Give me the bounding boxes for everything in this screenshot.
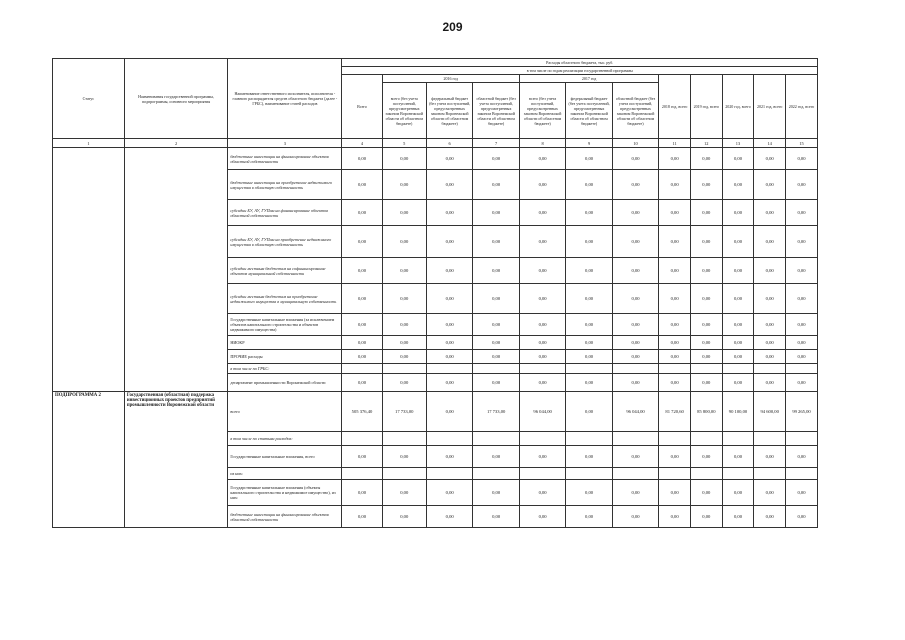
value-cell bbox=[754, 432, 786, 446]
budget-table bbox=[52, 58, 818, 528]
value-cell: 0,00 bbox=[342, 258, 382, 284]
value-cell: 0,00 bbox=[754, 374, 786, 392]
row-label: всего bbox=[228, 392, 342, 432]
column-index-cell: 10 bbox=[612, 139, 658, 148]
value-cell bbox=[690, 468, 722, 480]
value-cell bbox=[473, 468, 519, 480]
value-cell: 0,00 bbox=[382, 170, 426, 200]
value-cell: 0,00 bbox=[612, 336, 658, 350]
row-label: департамент промышленности Воронежской области bbox=[228, 374, 342, 392]
value-cell: 0,00 bbox=[612, 148, 658, 170]
value-cell: 0,00 bbox=[659, 350, 691, 364]
value-cell: 0,00 bbox=[612, 350, 658, 364]
value-cell: 0,00 bbox=[426, 148, 472, 170]
column-index-cell: 5 bbox=[382, 139, 426, 148]
value-cell: 0,00 bbox=[754, 200, 786, 226]
value-cell: 0,00 bbox=[426, 258, 472, 284]
value-cell bbox=[786, 364, 818, 374]
value-cell: 0,00 bbox=[722, 336, 754, 350]
header-2016-all: всего (без учета поступлений, предусмотренных законом Воронежской области об областном бюджете) bbox=[382, 83, 426, 139]
value-cell: 0,00 bbox=[690, 314, 722, 336]
header-2017-all: всего (без учета поступлений, предусмотренных законом Воронежской области об областном бюджете) bbox=[519, 83, 565, 139]
row-label: субсидии БУ, АУ, ГУПам на приобретение недвижимого имущества в областную собственность bbox=[228, 226, 342, 258]
value-cell: 0,00 bbox=[426, 170, 472, 200]
value-cell: 0,00 bbox=[612, 200, 658, 226]
value-cell: 0,00 bbox=[426, 506, 472, 528]
status-cell-empty bbox=[53, 148, 125, 392]
value-cell bbox=[722, 432, 754, 446]
value-cell bbox=[659, 364, 691, 374]
value-cell: 0,00 bbox=[566, 226, 612, 258]
value-cell: 0,00 bbox=[754, 506, 786, 528]
value-cell: 0,00 bbox=[519, 200, 565, 226]
value-cell: 0,00 bbox=[690, 480, 722, 506]
row-label: бюджетные инвестиции на приобретение недвижимого имущества в областную собственность bbox=[228, 170, 342, 200]
value-cell: 0,00 bbox=[519, 284, 565, 314]
value-cell bbox=[342, 364, 382, 374]
row-label: субсидии местным бюджетам на приобретение недвижимого имущества в муниципальную собственность bbox=[228, 284, 342, 314]
row-label: НИОКР bbox=[228, 336, 342, 350]
value-cell: 0,00 bbox=[382, 336, 426, 350]
value-cell: 0,00 bbox=[754, 446, 786, 468]
value-cell: 0,00 bbox=[786, 226, 818, 258]
value-cell: 96 044,00 bbox=[612, 392, 658, 432]
value-cell: 0,00 bbox=[382, 506, 426, 528]
value-cell bbox=[426, 468, 472, 480]
budget-table-container bbox=[52, 58, 818, 528]
row-label: бюджетные инвестиции на финансирование объектов областной собственности bbox=[228, 148, 342, 170]
value-cell: 0,00 bbox=[519, 480, 565, 506]
value-cell: 0,00 bbox=[612, 226, 658, 258]
value-cell: 0,00 bbox=[786, 480, 818, 506]
value-cell bbox=[426, 364, 472, 374]
header-executor: Наименование ответственного исполнителя, исполнителя - главного распорядителя средств областного бюджета (далее - ГРБС), наименование статей расходов bbox=[228, 59, 342, 139]
value-cell: 0,00 bbox=[473, 480, 519, 506]
row-label: Государственные капитальные вложения (за исключением объектов капитального строительства и объектов недвижимого имущества) bbox=[228, 314, 342, 336]
header-2019: 2019 год, всего bbox=[690, 75, 722, 139]
value-cell: 0,00 bbox=[473, 350, 519, 364]
value-cell: 0,00 bbox=[786, 258, 818, 284]
value-cell: 0,00 bbox=[722, 258, 754, 284]
value-cell: 0,00 bbox=[722, 506, 754, 528]
value-cell: 0,00 bbox=[612, 446, 658, 468]
header-2016-federal: федеральный бюджет (без учета поступлений, предусмотренных законом Воронежской области об областном бюджете) bbox=[426, 83, 472, 139]
value-cell: 0,00 bbox=[722, 226, 754, 258]
header-year-2016: 2016 год bbox=[382, 75, 519, 83]
value-cell: 0,00 bbox=[754, 314, 786, 336]
value-cell: 0,00 bbox=[659, 446, 691, 468]
value-cell: 0,00 bbox=[722, 446, 754, 468]
value-cell bbox=[754, 364, 786, 374]
value-cell: 0,00 bbox=[473, 506, 519, 528]
value-cell: 0,00 bbox=[566, 506, 612, 528]
value-cell: 0,00 bbox=[754, 258, 786, 284]
value-cell: 0,00 bbox=[426, 350, 472, 364]
value-cell: 0,00 bbox=[342, 314, 382, 336]
column-index-cell: 1 bbox=[53, 139, 125, 148]
value-cell: 0,00 bbox=[566, 374, 612, 392]
value-cell bbox=[690, 364, 722, 374]
value-cell: 0,00 bbox=[342, 170, 382, 200]
value-cell: 0,00 bbox=[473, 446, 519, 468]
value-cell: 0,00 bbox=[566, 314, 612, 336]
value-cell: 0,00 bbox=[519, 258, 565, 284]
value-cell: 0,00 bbox=[342, 374, 382, 392]
column-index-cell: 14 bbox=[754, 139, 786, 148]
row-label: бюджетные инвестиции на финансирование объектов областной собственности bbox=[228, 506, 342, 528]
value-cell: 0,00 bbox=[382, 284, 426, 314]
value-cell: 0,00 bbox=[473, 170, 519, 200]
value-cell: 0,00 bbox=[786, 314, 818, 336]
column-index-cell: 3 bbox=[228, 139, 342, 148]
value-cell bbox=[786, 432, 818, 446]
column-index-cell: 7 bbox=[473, 139, 519, 148]
value-cell: 0,00 bbox=[754, 284, 786, 314]
row-label: в том числе по статьям расходов: bbox=[228, 432, 342, 446]
value-cell: 0,00 bbox=[722, 314, 754, 336]
value-cell: 0,00 bbox=[659, 200, 691, 226]
value-cell: 0,00 bbox=[612, 284, 658, 314]
header-2017-regional: областной бюджет (без учета поступлений, предусмотренных законом Воронежской области об областном бюджете) bbox=[612, 83, 658, 139]
value-cell: 0,00 bbox=[612, 170, 658, 200]
header-status: Статус bbox=[53, 59, 125, 139]
page-number: 209 bbox=[442, 20, 463, 34]
header-2016-regional: областной бюджет (без учета поступлений, предусмотренных законом Воронежской области об областном бюджете) bbox=[473, 83, 519, 139]
value-cell: 0,00 bbox=[786, 170, 818, 200]
header-2017-federal: федеральный бюджет (без учета поступлений, предусмотренных законом Воронежской области об областном бюджете) bbox=[566, 83, 612, 139]
value-cell bbox=[754, 468, 786, 480]
value-cell: 0,00 bbox=[473, 336, 519, 350]
value-cell bbox=[659, 432, 691, 446]
value-cell: 0,00 bbox=[382, 446, 426, 468]
value-cell: 0,00 bbox=[690, 350, 722, 364]
value-cell: 0,00 bbox=[722, 284, 754, 314]
value-cell: 0,00 bbox=[659, 480, 691, 506]
value-cell: 0,00 bbox=[382, 200, 426, 226]
value-cell: 0,00 bbox=[473, 374, 519, 392]
value-cell: 0,00 bbox=[754, 148, 786, 170]
value-cell: 0,00 bbox=[566, 336, 612, 350]
value-cell bbox=[342, 468, 382, 480]
value-cell: 17 733,00 bbox=[473, 392, 519, 432]
value-cell: 0,00 bbox=[786, 446, 818, 468]
value-cell: 0,00 bbox=[342, 148, 382, 170]
value-cell bbox=[659, 468, 691, 480]
value-cell: 0,00 bbox=[612, 480, 658, 506]
value-cell: 0,00 bbox=[659, 284, 691, 314]
header-2022: 2022 год, всего bbox=[786, 75, 818, 139]
column-index-cell: 12 bbox=[690, 139, 722, 148]
value-cell: 0,00 bbox=[519, 170, 565, 200]
value-cell: 0,00 bbox=[612, 506, 658, 528]
value-cell: 0,00 bbox=[754, 350, 786, 364]
value-cell bbox=[342, 432, 382, 446]
value-cell: 0,00 bbox=[690, 170, 722, 200]
column-index-cell: 11 bbox=[659, 139, 691, 148]
value-cell: 0,00 bbox=[519, 336, 565, 350]
value-cell: 99 265,00 bbox=[786, 392, 818, 432]
value-cell: 0,00 bbox=[382, 374, 426, 392]
value-cell: 96 044,00 bbox=[519, 392, 565, 432]
value-cell: 0,00 bbox=[659, 336, 691, 350]
value-cell: 0,00 bbox=[473, 226, 519, 258]
value-cell: 0,00 bbox=[342, 506, 382, 528]
column-index-cell: 15 bbox=[786, 139, 818, 148]
header-2018: 2018 год, всего bbox=[659, 75, 691, 139]
value-cell: 0,00 bbox=[342, 226, 382, 258]
header-total: Всего bbox=[342, 75, 382, 139]
value-cell: 0,00 bbox=[473, 200, 519, 226]
value-cell: 0,00 bbox=[426, 336, 472, 350]
value-cell bbox=[519, 468, 565, 480]
value-cell: 0,00 bbox=[754, 170, 786, 200]
value-cell: 0,00 bbox=[382, 480, 426, 506]
value-cell: 0,00 bbox=[659, 314, 691, 336]
column-index-cell: 6 bbox=[426, 139, 472, 148]
value-cell: 0,00 bbox=[612, 314, 658, 336]
value-cell: 0,00 bbox=[566, 284, 612, 314]
value-cell: 0,00 bbox=[473, 258, 519, 284]
table-row bbox=[53, 148, 818, 170]
value-cell: 0,00 bbox=[659, 148, 691, 170]
value-cell: 0,00 bbox=[722, 148, 754, 170]
header-2021: 2021 год, всего bbox=[754, 75, 786, 139]
value-cell: 0,00 bbox=[519, 226, 565, 258]
value-cell: 0,00 bbox=[342, 200, 382, 226]
value-cell: 0,00 bbox=[690, 374, 722, 392]
value-cell: 0,00 bbox=[690, 506, 722, 528]
value-cell: 0,00 bbox=[566, 148, 612, 170]
value-cell: 0,00 bbox=[473, 284, 519, 314]
value-cell: 0,00 bbox=[690, 226, 722, 258]
value-cell: 0,00 bbox=[786, 350, 818, 364]
value-cell: 0,00 bbox=[786, 200, 818, 226]
value-cell: 0,00 bbox=[690, 446, 722, 468]
value-cell: 0,00 bbox=[382, 258, 426, 284]
value-cell: 0,00 bbox=[722, 170, 754, 200]
value-cell bbox=[786, 468, 818, 480]
row-label: из них: bbox=[228, 468, 342, 480]
value-cell: 0,00 bbox=[426, 226, 472, 258]
value-cell: 0,00 bbox=[473, 314, 519, 336]
subprogram-status: ПОДПРОГРАММА 2 bbox=[53, 392, 125, 528]
value-cell: 0,00 bbox=[382, 148, 426, 170]
value-cell bbox=[382, 364, 426, 374]
value-cell: 0,00 bbox=[342, 446, 382, 468]
value-cell: 0,00 bbox=[519, 374, 565, 392]
value-cell: 0,00 bbox=[519, 350, 565, 364]
value-cell: 0,00 bbox=[786, 506, 818, 528]
table-row bbox=[53, 392, 818, 432]
value-cell bbox=[722, 364, 754, 374]
value-cell: 0,00 bbox=[342, 284, 382, 314]
value-cell: 0,00 bbox=[786, 336, 818, 350]
value-cell: 0,00 bbox=[566, 200, 612, 226]
value-cell: 0,00 bbox=[566, 392, 612, 432]
value-cell: 0,00 bbox=[426, 200, 472, 226]
row-label: Государственные капитальные вложения, всего bbox=[228, 446, 342, 468]
value-cell bbox=[519, 364, 565, 374]
subprogram-name: Государственная (областная) поддержка инвестиционных проектов предприятий промышленности Воронежской области bbox=[124, 392, 228, 528]
value-cell: 0,00 bbox=[382, 314, 426, 336]
value-cell: 0,00 bbox=[612, 374, 658, 392]
value-cell bbox=[473, 364, 519, 374]
value-cell: 17 733,00 bbox=[382, 392, 426, 432]
value-cell bbox=[566, 468, 612, 480]
value-cell: 0,00 bbox=[566, 446, 612, 468]
value-cell: 94 600,00 bbox=[754, 392, 786, 432]
header-program: Наименования государственной программы, подпрограммы, основного мероприятия bbox=[124, 59, 228, 139]
row-label: ПРОЧИЕ расходы bbox=[228, 350, 342, 364]
row-label: Государственные капитальные вложения (объекты капитального строительства и недвижимое имущество), из них: bbox=[228, 480, 342, 506]
value-cell: 0,00 bbox=[754, 336, 786, 350]
program-cell-empty bbox=[124, 148, 228, 392]
value-cell bbox=[690, 432, 722, 446]
value-cell: 0,00 bbox=[382, 350, 426, 364]
value-cell: 0,00 bbox=[659, 226, 691, 258]
value-cell: 0,00 bbox=[566, 170, 612, 200]
value-cell: 0,00 bbox=[690, 258, 722, 284]
value-cell: 0,00 bbox=[342, 336, 382, 350]
value-cell: 0,00 bbox=[426, 392, 472, 432]
column-index-cell: 8 bbox=[519, 139, 565, 148]
value-cell: 0,00 bbox=[690, 284, 722, 314]
value-cell: 0,00 bbox=[690, 336, 722, 350]
value-cell: 0,00 bbox=[786, 284, 818, 314]
value-cell: 0,00 bbox=[473, 148, 519, 170]
value-cell: 0,00 bbox=[722, 200, 754, 226]
value-cell bbox=[473, 432, 519, 446]
value-cell: 0,00 bbox=[690, 148, 722, 170]
value-cell: 0,00 bbox=[690, 200, 722, 226]
row-label: в том числе по ГРБС: bbox=[228, 364, 342, 374]
value-cell: 0,00 bbox=[659, 506, 691, 528]
value-cell: 0,00 bbox=[722, 350, 754, 364]
value-cell: 0,00 bbox=[722, 480, 754, 506]
header-expenses-title: Расходы областного бюджета, тыс. руб. bbox=[342, 59, 818, 67]
value-cell: 0,00 bbox=[519, 148, 565, 170]
value-cell: 0,00 bbox=[754, 480, 786, 506]
value-cell: 0,00 bbox=[426, 284, 472, 314]
value-cell: 0,00 bbox=[426, 480, 472, 506]
value-cell bbox=[612, 364, 658, 374]
value-cell: 0,00 bbox=[426, 314, 472, 336]
column-index-cell: 4 bbox=[342, 139, 382, 148]
value-cell: 0,00 bbox=[566, 258, 612, 284]
value-cell: 0,00 bbox=[426, 446, 472, 468]
value-cell: 0,00 bbox=[519, 446, 565, 468]
header-expenses-sub: в том числе по годам реализации государственной программы bbox=[342, 67, 818, 75]
row-label: субсидии БУ, АУ, ГУПам на финансирование объектов областной собственности bbox=[228, 200, 342, 226]
value-cell: 0,00 bbox=[612, 258, 658, 284]
column-index-cell: 13 bbox=[722, 139, 754, 148]
value-cell bbox=[722, 468, 754, 480]
value-cell: 0,00 bbox=[519, 506, 565, 528]
column-index-cell: 9 bbox=[566, 139, 612, 148]
value-cell: 0,00 bbox=[786, 374, 818, 392]
value-cell: 0,00 bbox=[659, 374, 691, 392]
value-cell bbox=[566, 364, 612, 374]
value-cell: 0,00 bbox=[382, 226, 426, 258]
value-cell: 0,00 bbox=[426, 374, 472, 392]
value-cell: 90 100,00 bbox=[722, 392, 754, 432]
value-cell: 0,00 bbox=[566, 480, 612, 506]
value-cell: 0,00 bbox=[659, 170, 691, 200]
value-cell: 0,00 bbox=[519, 314, 565, 336]
value-cell bbox=[382, 432, 426, 446]
value-cell bbox=[382, 468, 426, 480]
value-cell: 81 720,60 bbox=[659, 392, 691, 432]
value-cell: 0,00 bbox=[342, 480, 382, 506]
row-label: субсидии местным бюджетам на софинансирование объектов муниципальной собственности bbox=[228, 258, 342, 284]
value-cell: 505 376,40 bbox=[342, 392, 382, 432]
column-index-row bbox=[53, 139, 818, 148]
value-cell: 0,00 bbox=[786, 148, 818, 170]
value-cell bbox=[519, 432, 565, 446]
column-index-cell: 2 bbox=[124, 139, 228, 148]
header-year-2017: 2017 год bbox=[519, 75, 658, 83]
value-cell bbox=[612, 468, 658, 480]
value-cell: 0,00 bbox=[722, 374, 754, 392]
value-cell: 0,00 bbox=[659, 258, 691, 284]
value-cell: 0,00 bbox=[754, 226, 786, 258]
value-cell bbox=[566, 432, 612, 446]
value-cell bbox=[426, 432, 472, 446]
header-2020: 2020 год, всего bbox=[722, 75, 754, 139]
value-cell: 85 800,00 bbox=[690, 392, 722, 432]
value-cell: 0,00 bbox=[342, 350, 382, 364]
value-cell: 0,00 bbox=[566, 350, 612, 364]
value-cell bbox=[612, 432, 658, 446]
table-body bbox=[53, 148, 818, 528]
